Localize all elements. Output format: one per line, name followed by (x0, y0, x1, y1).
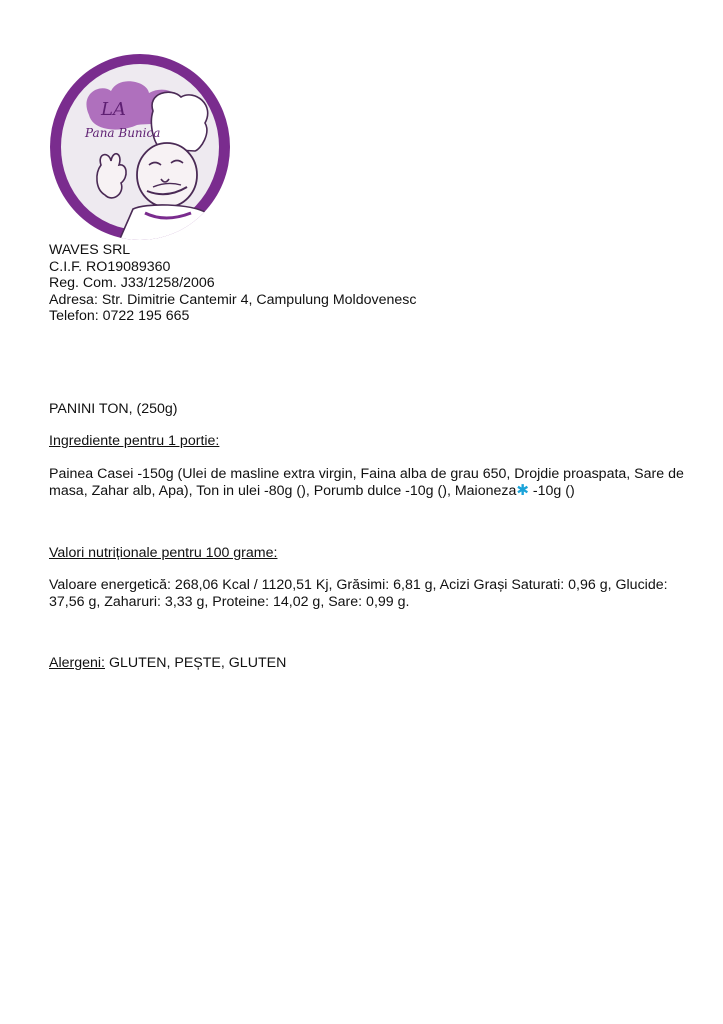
company-logo (49, 53, 231, 241)
allergens-line (49, 655, 689, 672)
nutrition-heading: Valori nutriționale pentru 100 grame: (49, 545, 278, 561)
snowflake-icon: ✱ (516, 481, 529, 499)
company-info (49, 242, 709, 325)
company-address: Adresa: Str. Dimitrie Cantemir 4, Campulung Moldovenesc (49, 291, 417, 308)
company-reg: Reg. Com. J33/1258/2006 (49, 275, 215, 291)
nutrition-text: Valoare energetică: 268,06 Kcal / 1120,51 Kj, Grăsimi: 6,81 g, Acizi Grași Saturati: 0,96 g, Glucide: 37,56 g, Zaharuri: 3,33 g, Proteine: 14,02 g, Sare: 0,99 g. (49, 577, 668, 610)
ingredients-text-tail: -10g () (528, 482, 575, 499)
logo-text-name: Pana Bunica (85, 126, 161, 140)
ingredients-heading: Ingrediente pentru 1 portie: (49, 433, 220, 449)
chef-logo-icon (49, 53, 231, 241)
allergens-text: GLUTEN, PEȘTE, GLUTEN (105, 655, 287, 671)
ingredients-text-main: Painea Casei -150g (Ulei de masline extra virgin, Faina alba de grau 650, Drojdie proaspata, Sare de masa, Zahar alb, Apa), Ton in ulei -80g (), Porumb dulce -10g (), Maioneza (49, 466, 684, 499)
logo-text-la: LA (101, 99, 126, 120)
ingredients-text (49, 466, 689, 499)
product-title: PANINI TON, (250g) (49, 401, 178, 417)
company-name: WAVES SRL (49, 242, 131, 258)
allergens-label: Alergeni: (49, 655, 105, 671)
company-phone: Telefon: 0722 195 665 (49, 308, 190, 324)
company-cif: C.I.F. RO19089360 (49, 258, 171, 275)
